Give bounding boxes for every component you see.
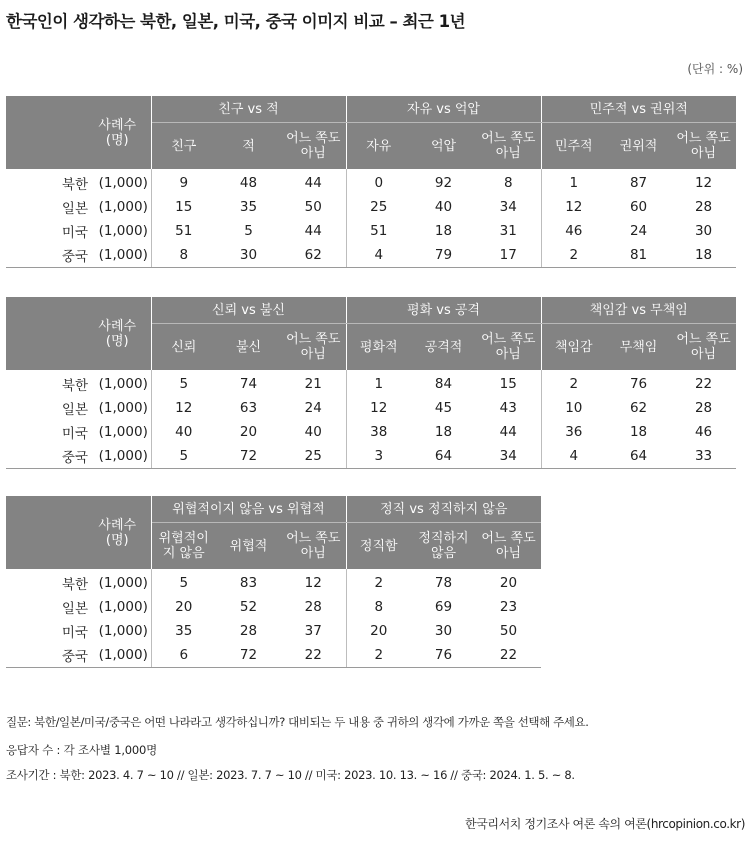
value-cell: 69 [434,599,453,615]
value-cell: 46 [565,223,583,239]
value-cell: 21 [281,370,346,396]
value-cell: 44 [281,219,346,243]
value-cell: 18 [434,223,453,239]
column-header: 어느 쪽도 아님 [476,123,541,170]
value-cell: 24 [629,223,648,239]
case-count-header: 사례수 (명) [6,496,151,569]
row-country: 중국 [6,243,96,268]
row-country: 북한 [61,177,88,193]
row-sample-size: (1,000) [96,595,151,619]
value-cell: 5 [179,376,189,392]
column-header: 정직함 [346,523,411,570]
table-row [6,643,541,668]
row-country: 중국 [6,444,96,469]
value-cell: 30 [694,223,713,239]
value-cell: 40 [434,199,453,215]
data-table-1 [6,96,736,268]
column-header: 어느 쪽도 아님 [476,324,541,371]
column-header: 권위적 [606,123,671,170]
column-header: 민주적 [541,123,606,170]
data-table-2 [6,297,736,469]
value-cell: 9 [179,175,189,191]
value-cell: 8 [151,243,216,268]
unit-label: (단위 : %) [687,62,743,76]
value-cell: 28 [281,595,346,619]
value-cell: 74 [239,376,258,392]
group-header: 정직 vs 정직하지 않음 [346,496,541,523]
group-header: 민주적 vs 권위적 [541,96,736,123]
value-cell: 5 [151,444,216,469]
value-cell: 20 [499,575,518,591]
table-row [6,243,736,268]
column-header: 위협적 [216,523,281,570]
table-row [6,219,736,243]
value-cell: 18 [629,424,648,440]
survey-question: 질문: 북한/일본/미국/중국은 어떤 나라라고 생각하십니까? 대비되는 두 내용 중 귀하의 생각에 가까운 쪽을 선택해 주세요. [6,715,589,729]
row-sample-size: (1,000) [96,619,151,643]
value-cell: 2 [541,243,606,268]
table-row [6,169,736,195]
value-cell: 12 [281,569,346,595]
value-cell: 3 [346,444,411,469]
value-cell: 44 [476,420,541,444]
value-cell: 87 [629,175,648,191]
row-sample-size: (1,000) [96,219,151,243]
value-cell: 1 [374,376,384,392]
value-cell: 36 [565,424,583,440]
row-country: 일본 [61,601,88,617]
row-country: 미국 [61,426,88,442]
value-cell: 12 [175,400,193,416]
value-cell: 33 [671,444,736,469]
row-sample-size: (1,000) [96,243,151,268]
value-cell: 20 [370,623,388,639]
value-cell: 28 [694,400,713,416]
column-header: 신뢰 [151,324,216,371]
row-sample-size: (1,000) [96,195,151,219]
value-cell: 30 [216,243,281,268]
column-header: 어느 쪽도 아님 [671,123,736,170]
value-cell: 79 [411,243,476,268]
value-cell: 37 [281,619,346,643]
column-header: 억압 [411,123,476,170]
value-cell: 50 [281,195,346,219]
row-country: 중국 [6,643,96,668]
value-cell: 44 [281,169,346,195]
row-sample-size: (1,000) [96,420,151,444]
value-cell: 60 [629,199,648,215]
column-header: 책임감 [541,324,606,371]
value-cell: 2 [569,376,579,392]
value-cell: 83 [239,575,258,591]
value-cell: 62 [281,243,346,268]
data-table-3 [6,496,541,668]
value-cell: 10 [565,400,583,416]
column-header: 무책임 [606,324,671,371]
value-cell: 48 [239,175,258,191]
value-cell: 4 [346,243,411,268]
row-sample-size: (1,000) [96,444,151,469]
value-cell: 51 [175,223,193,239]
row-country: 북한 [61,378,88,394]
column-header: 정직하지 않음 [411,523,476,570]
value-cell: 76 [629,376,648,392]
group-header: 친구 vs 적 [151,96,346,123]
value-cell: 22 [694,376,713,392]
value-cell: 34 [476,444,541,469]
value-cell: 40 [175,424,193,440]
table-row [6,420,736,444]
table-row [6,569,541,595]
group-header: 자유 vs 억압 [346,96,541,123]
value-cell: 35 [239,199,258,215]
value-cell: 6 [151,643,216,668]
value-cell: 12 [565,199,583,215]
value-cell: 25 [281,444,346,469]
value-cell: 18 [671,243,736,268]
respondents-note: 응답자 수 : 각 조사별 1,000명 [6,743,158,757]
value-cell: 92 [434,175,453,191]
value-cell: 72 [216,643,281,668]
row-country: 일본 [61,402,88,418]
value-cell: 50 [499,623,518,639]
column-header: 어느 쪽도 아님 [476,523,541,570]
column-header: 위협적이지 않음 [151,523,216,570]
value-cell: 25 [370,199,388,215]
value-cell: 8 [374,599,384,615]
value-cell: 84 [434,376,453,392]
row-sample-size: (1,000) [96,169,151,195]
value-cell: 4 [541,444,606,469]
value-cell: 5 [244,223,253,239]
table-row [6,370,736,396]
row-sample-size: (1,000) [96,396,151,420]
column-header: 공격적 [411,324,476,371]
row-sample-size: (1,000) [96,569,151,595]
value-cell: 12 [370,400,388,416]
value-cell: 17 [476,243,541,268]
value-cell: 15 [476,370,541,396]
row-sample-size: (1,000) [96,643,151,668]
row-country: 일본 [61,201,88,217]
value-cell: 30 [434,623,453,639]
column-header: 적 [216,123,281,170]
value-cell: 23 [499,599,518,615]
case-count-header: 사례수 (명) [6,96,151,169]
group-header: 위협적이지 않음 vs 위협적 [151,496,346,523]
value-cell: 34 [476,195,541,219]
column-header: 어느 쪽도 아님 [281,324,346,371]
source-credit: 한국리서치 정기조사 여론 속의 여론(hrcopinion.co.kr) [465,817,745,831]
value-cell: 18 [434,424,453,440]
column-header: 친구 [151,123,216,170]
column-header: 불신 [216,324,281,371]
table-row [6,619,541,643]
value-cell: 38 [370,424,388,440]
value-cell: 28 [239,623,258,639]
value-cell: 0 [374,175,384,191]
value-cell: 2 [374,575,384,591]
value-cell: 22 [476,643,541,668]
value-cell: 78 [434,575,453,591]
table-row [6,396,736,420]
value-cell: 15 [175,199,193,215]
group-header: 신뢰 vs 불신 [151,297,346,324]
value-cell: 81 [606,243,671,268]
value-cell: 5 [179,575,189,591]
row-country: 북한 [61,577,88,593]
page-title: 한국인이 생각하는 북한, 일본, 미국, 중국 이미지 비교 – 최근 1년 [6,12,466,31]
value-cell: 63 [239,400,258,416]
value-cell: 46 [694,424,713,440]
group-header: 평화 vs 공격 [346,297,541,324]
value-cell: 43 [476,396,541,420]
value-cell: 12 [694,175,713,191]
value-cell: 76 [411,643,476,668]
survey-period: 조사기간 : 북한: 2023. 4. 7 ~ 10 // 일본: 2023. 7. 7 ~ 10 // 미국: 2023. 10. 13. ~ 16 // 중국: 2024. 1. 5. ~ 8. [6,768,575,782]
row-sample-size: (1,000) [96,370,151,396]
case-count-header: 사례수 (명) [6,297,151,370]
column-header: 어느 쪽도 아님 [671,324,736,371]
value-cell: 62 [629,400,648,416]
value-cell: 1 [569,175,579,191]
value-cell: 2 [346,643,411,668]
value-cell: 35 [175,623,193,639]
column-header: 자유 [346,123,411,170]
value-cell: 72 [216,444,281,469]
row-country: 미국 [61,225,88,241]
value-cell: 22 [281,643,346,668]
table-row [6,595,541,619]
value-cell: 45 [434,400,453,416]
value-cell: 20 [175,599,193,615]
value-cell: 40 [281,420,346,444]
value-cell: 51 [370,223,388,239]
value-cell: 64 [411,444,476,469]
table-row [6,444,736,469]
value-cell: 31 [476,219,541,243]
value-cell: 20 [239,424,258,440]
column-header: 어느 쪽도 아님 [281,123,346,170]
table-row [6,195,736,219]
group-header: 책임감 vs 무책임 [541,297,736,324]
value-cell: 24 [281,396,346,420]
column-header: 평화적 [346,324,411,371]
column-header: 어느 쪽도 아님 [281,523,346,570]
row-country: 미국 [61,625,88,641]
value-cell: 52 [239,599,258,615]
value-cell: 28 [694,199,713,215]
value-cell: 64 [606,444,671,469]
value-cell: 8 [476,169,541,195]
